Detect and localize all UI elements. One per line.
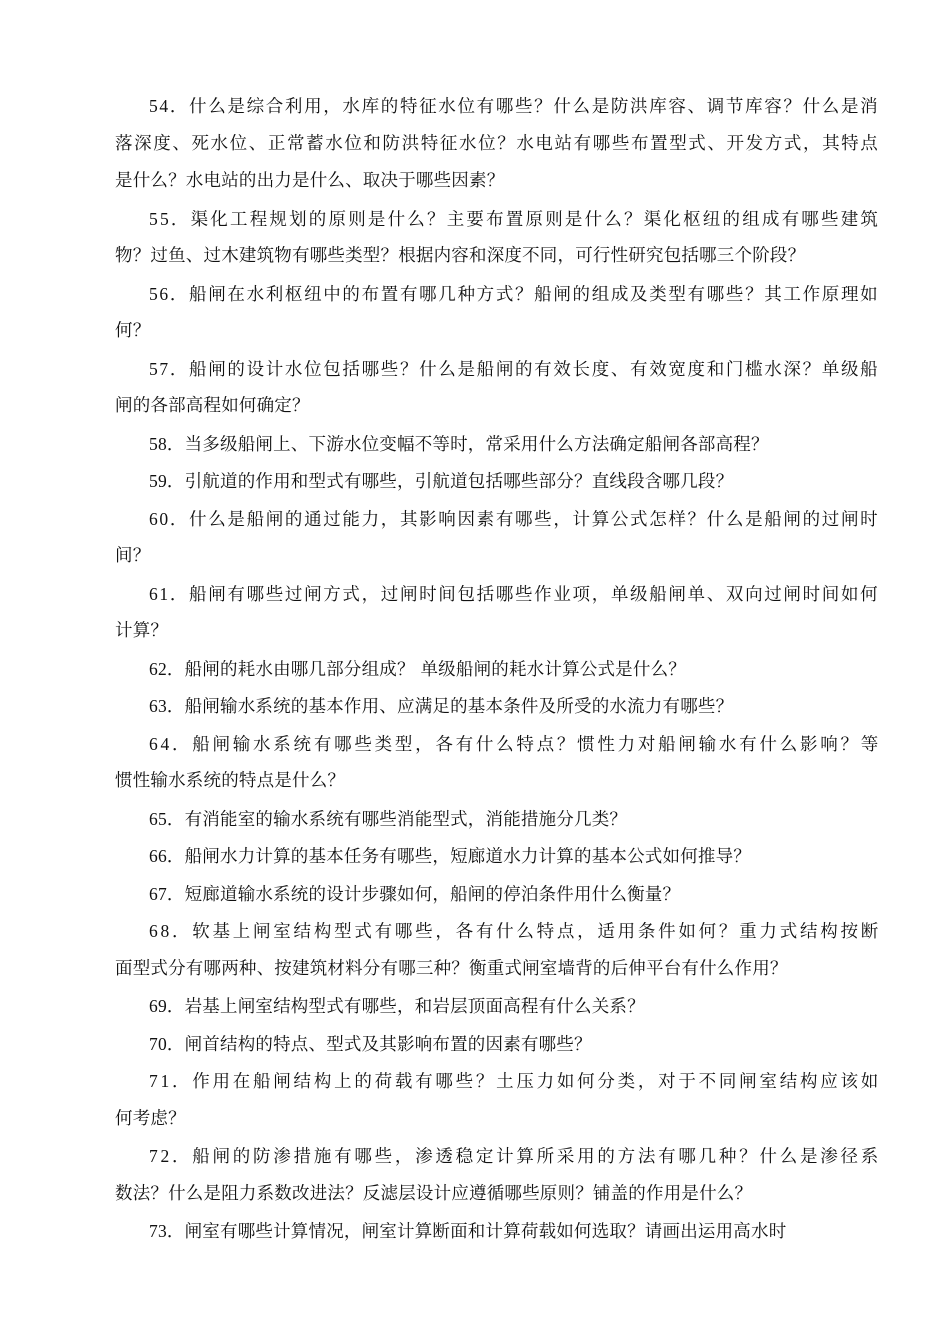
question-text: 面型式分有哪两种、按建筑材料分有哪三种？衡重式闸室墙背的后伸平台有什么作用？ (115, 958, 788, 979)
question-number: 73 (149, 1221, 167, 1241)
question-text: 船闸在水利枢纽中的布置有哪几种方式？船闸的组成及类型有哪些？其工作原理如 (189, 284, 880, 305)
question-line-first (149, 356, 879, 382)
question-number: 69 (149, 996, 167, 1016)
question-line-continued (115, 1181, 752, 1207)
question-line-first (149, 581, 879, 607)
question-text: 闸的各部高程如何确定？ (115, 396, 310, 416)
question-line-first (149, 1068, 881, 1094)
question-text: 计算？ (115, 621, 169, 641)
question-number-dot: ． (169, 509, 190, 530)
question-text: 岩基上闸室结构型式有哪些，和岩层顶面高程有什么关系？ (184, 997, 645, 1017)
question-number: 64 (149, 733, 173, 754)
question-text: 何？ (115, 321, 151, 341)
question-number-dot: ． (172, 922, 193, 942)
question-text: 什么是船闸的通过能力，其影响因素有哪些，计算公式怎样？什么是船闸的过闸时 (189, 509, 880, 530)
question-line-continued (115, 318, 150, 344)
question-text: 间？ (115, 546, 151, 566)
question-line-first (149, 731, 881, 757)
question-line-first (149, 206, 880, 232)
question-number-dot: ． (166, 809, 185, 830)
question-text: 船闸输水系统的基本作用、应满足的基本条件及所受的水流力有哪些？ (184, 697, 734, 717)
question-number: 71 (149, 1071, 173, 1091)
question-number: 72 (149, 1146, 173, 1166)
question-number: 63 (149, 696, 167, 716)
question-line-continued (115, 168, 504, 194)
question-number-dot: ． (169, 284, 190, 305)
question-number: 59 (149, 471, 167, 491)
question-text: 船闸的耗水由哪几部分组成？ 单级船闸的耗水计算公式是什么？ (184, 659, 686, 680)
question-line-first (149, 1218, 786, 1244)
question-number: 58 (149, 433, 167, 454)
question-number-dot: ． (172, 1147, 193, 1167)
question-text: 何考虑？ (115, 1108, 186, 1129)
question-number-dot: ． (166, 1222, 185, 1242)
question-line-continued (115, 131, 879, 157)
question-number-dot: ． (170, 209, 191, 230)
question-text: 船闸有哪些过闸方式，过闸时间包括哪些作业项，单级船闸单、双向过闸时间如何 (189, 584, 880, 605)
question-text: 闸首结构的特点、型式及其影响布置的因素有哪些？ (184, 1034, 592, 1055)
question-text: 数法？什么是阻力系数改进法？反滤层设计应遵循哪些原则？铺盖的作用是什么？ (115, 1183, 753, 1204)
question-text: 当多级船闸上、下游水位变幅不等时，常采用什么方法确定船闸各部高程？ (184, 434, 769, 455)
question-text: 软基上闸室结构型式有哪些，各有什么特点，适用条件如何？重力式结构按断 (192, 922, 881, 942)
question-number-dot: ． (166, 1034, 185, 1055)
question-text: 作用在船闸结构上的荷载有哪些？土压力如何分类，对于不同闸室结构应该如 (192, 1072, 881, 1092)
question-line-first (149, 281, 879, 307)
question-number-dot: ． (172, 734, 193, 755)
question-number-dot: ． (169, 359, 190, 380)
question-text: 是什么？水电站的出力是什么、取决于哪些因素？ (115, 171, 505, 191)
question-text: 船闸输水系统有哪些类型，各有什么特点？惯性力对船闸输水有什么影响？等 (192, 734, 881, 755)
question-number: 56 (149, 283, 170, 304)
question-number: 67 (149, 883, 167, 904)
question-number: 62 (149, 658, 167, 679)
question-number-dot: ． (169, 97, 190, 117)
question-line-first (149, 918, 881, 944)
question-number: 61 (149, 583, 170, 604)
question-number-dot: ． (166, 659, 185, 680)
question-number: 65 (149, 808, 167, 829)
question-number-dot: ． (166, 847, 185, 867)
question-line-first (149, 1031, 592, 1057)
question-text: 引航道的作用和型式有哪些，引航道包括哪些部分？直线段含哪几段？ (184, 472, 734, 492)
question-line-first (149, 656, 686, 682)
question-text: 船闸的防渗措施有哪些，渗透稳定计算所采用的方法有哪几种？什么是渗径系 (192, 1147, 881, 1167)
question-line-first (149, 431, 769, 457)
question-text: 船闸的设计水位包括哪些？什么是船闸的有效长度、有效宽度和门槛水深？单级船 (189, 359, 880, 380)
question-line-continued (115, 543, 150, 569)
question-text: 渠化工程规划的原则是什么？主要布置原则是什么？渠化枢纽的组成有哪些建筑 (190, 209, 881, 230)
question-number-dot: ． (166, 884, 185, 905)
question-line-first (149, 881, 680, 907)
question-number: 68 (149, 921, 173, 941)
question-text: 物？过鱼、过木建筑物有哪些类型？根据内容和深度不同，可行性研究包括哪三个阶段？ (115, 246, 806, 266)
question-number-dot: ． (166, 434, 185, 455)
question-line-continued (115, 243, 805, 269)
question-number-dot: ． (166, 472, 185, 492)
question-line-continued (115, 956, 788, 982)
question-number-dot: ． (169, 584, 190, 605)
question-text: 短廊道输水系统的设计步骤如何，船闸的停泊条件用什么衡量？ (184, 884, 681, 905)
question-number: 54 (149, 96, 170, 116)
question-line-first (149, 506, 879, 532)
question-number-dot: ． (166, 997, 185, 1017)
question-line-continued (115, 393, 310, 419)
question-text: 什么是综合利用，水库的特征水位有哪些？什么是防洪库容、调节库容？什么是消 (189, 97, 880, 117)
question-text: 船闸水力计算的基本任务有哪些，短廊道水力计算的基本公式如何推导？ (184, 847, 752, 867)
question-text: 有消能室的输水系统有哪些消能型式，消能措施分几类？ (184, 809, 628, 830)
question-text: 惯性输水系统的特点是什么？ (115, 771, 346, 791)
question-line-first (149, 468, 733, 494)
question-line-first (149, 693, 733, 719)
question-number: 57 (149, 358, 170, 379)
question-number: 70 (149, 1033, 167, 1054)
question-number-dot: ． (166, 697, 185, 717)
question-line-first (149, 1143, 881, 1169)
question-line-first (149, 993, 645, 1019)
question-text: 闸室有哪些计算情况，闸室计算断面和计算荷载如何选取？请画出运用高水时 (184, 1222, 787, 1242)
question-line-first (149, 806, 627, 832)
question-line-continued (115, 618, 168, 644)
question-line-continued (115, 1106, 186, 1132)
question-number: 60 (149, 508, 170, 529)
question-number-dot: ． (172, 1072, 193, 1092)
question-number: 66 (149, 846, 167, 866)
question-line-first (149, 843, 751, 869)
question-text: 落深度、死水位、正常蓄水位和防洪特征水位？水电站有哪些布置型式、开发方式，其特点 (115, 133, 880, 154)
question-line-first (149, 93, 879, 119)
question-number: 55 (149, 208, 171, 229)
question-line-continued (115, 768, 345, 794)
